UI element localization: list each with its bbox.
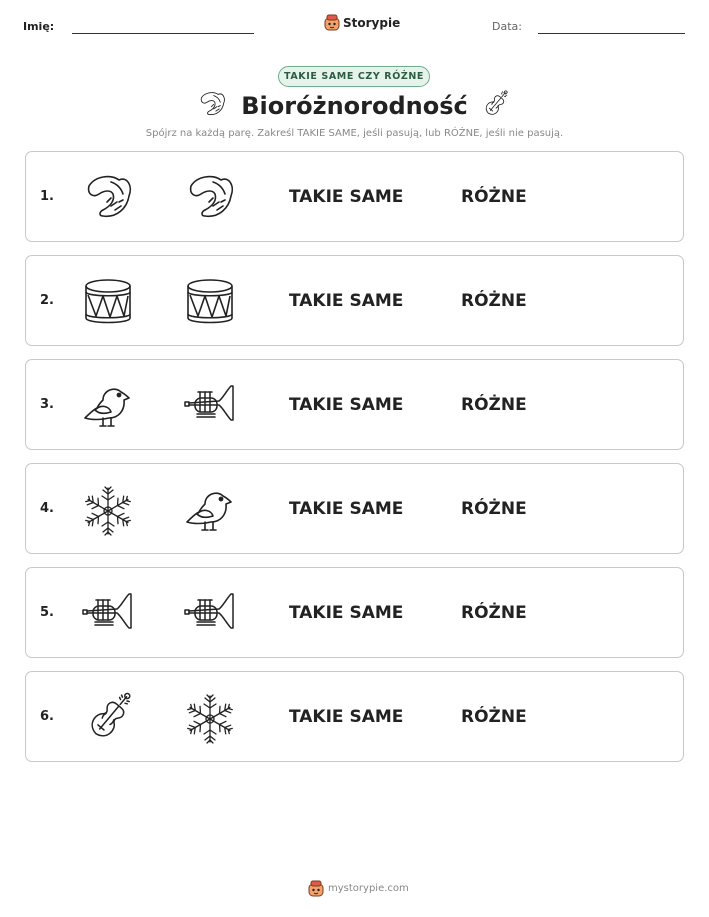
question-row: [25, 567, 684, 658]
option-different[interactable]: RÓŻNE: [461, 291, 527, 311]
option-same[interactable]: TAKIE SAME: [289, 499, 404, 519]
footer: [308, 880, 409, 897]
brand-name: Storypie: [343, 15, 401, 30]
violin-icon: [480, 90, 510, 120]
question-number: 4.: [40, 501, 54, 516]
instructions: Spójrz na każdą parę. Zakreśl TAKIE SAME, jeśli pasują, lub RÓŻNE, jeśli nie pasują.: [145, 128, 564, 139]
question-row: [25, 671, 684, 762]
option-different[interactable]: RÓŻNE: [461, 707, 527, 727]
option-same[interactable]: TAKIE SAME: [289, 395, 404, 415]
storypie-mascot-icon: [308, 880, 324, 897]
question-number: 5.: [40, 605, 54, 620]
bird-icon: [81, 380, 135, 434]
worksheet-type-badge: TAKIE SAME CZY RÓŻNE: [278, 66, 430, 87]
question-row: [25, 151, 684, 242]
name-line[interactable]: [72, 33, 254, 34]
trumpet-icon: [81, 588, 135, 642]
brand-logo: [324, 14, 400, 31]
name-label: Imię:: [23, 20, 55, 33]
footer-url[interactable]: mystorypie.com: [328, 883, 409, 894]
horn-icon: [81, 172, 135, 226]
question-number: 1.: [40, 189, 54, 204]
question-number: 6.: [40, 709, 54, 724]
page-title: Bioróżnorodność: [241, 92, 468, 120]
violin-icon: [81, 692, 135, 746]
option-different[interactable]: RÓŻNE: [461, 603, 527, 623]
question-row: [25, 255, 684, 346]
option-same[interactable]: TAKIE SAME: [289, 603, 404, 623]
option-same[interactable]: TAKIE SAME: [289, 707, 404, 727]
option-different[interactable]: RÓŻNE: [461, 395, 527, 415]
question-number: 2.: [40, 293, 54, 308]
trumpet-icon: [183, 380, 237, 434]
drum-icon: [81, 276, 135, 330]
drum-icon: [183, 276, 237, 330]
storypie-mascot-icon: [324, 14, 340, 31]
option-different[interactable]: RÓŻNE: [461, 499, 527, 519]
bird-icon: [183, 484, 237, 538]
snowflake-icon: [183, 692, 237, 746]
date-line[interactable]: [538, 33, 685, 34]
snowflake-icon: [81, 484, 135, 538]
horn-icon: [183, 172, 237, 226]
date-label: Data:: [492, 20, 522, 33]
option-same[interactable]: TAKIE SAME: [289, 291, 404, 311]
trumpet-icon: [183, 588, 237, 642]
question-row: [25, 463, 684, 554]
question-number: 3.: [40, 397, 54, 412]
question-row: [25, 359, 684, 450]
option-same[interactable]: TAKIE SAME: [289, 187, 404, 207]
option-different[interactable]: RÓŻNE: [461, 187, 527, 207]
